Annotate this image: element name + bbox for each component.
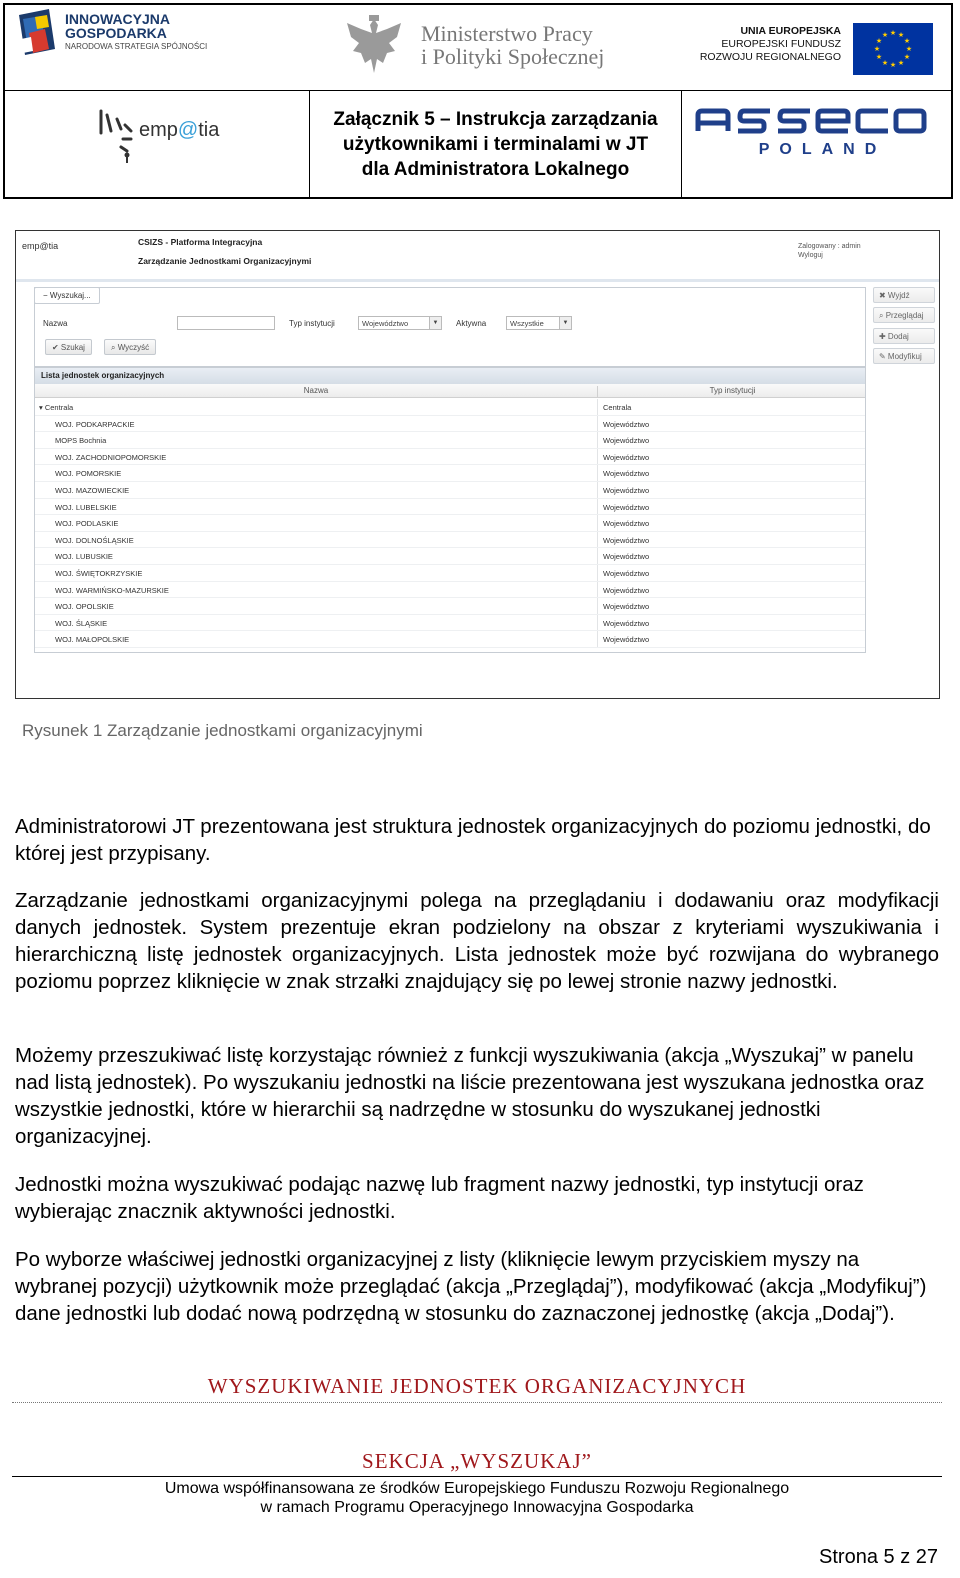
row-type: Województwo: [603, 419, 650, 429]
table-row[interactable]: [35, 582, 865, 599]
paragraph-3: Możemy przeszukiwać listę korzystając również z funkcji wyszukiwania (akcja „Wyszukaj” w panelu nad listą jednostek). Po wyszukaniu jednostki na liście prezentowana jest wyszukana jednostka oraz wszystkie jednostki, które w hierarchii są nadrzędne w stosunku do wyszukanej jednostki organizacyjnej.: [15, 1044, 925, 1148]
row-name: MOPS Bochnia: [55, 436, 107, 446]
row-name: WOJ. LUBUSKIE: [55, 552, 113, 562]
section-heading-search-section: SEKCJA „WYSZUKAJ”: [362, 1449, 592, 1473]
empatia-logo: [95, 107, 235, 167]
name-label: Nazwa: [43, 319, 68, 328]
row-name: WOJ. OPOLSKIE: [55, 602, 114, 612]
row-type: Województwo: [603, 502, 650, 512]
table-row[interactable]: [35, 482, 865, 499]
eu-line3: ROZWOJU REGIONALNEGO: [699, 51, 841, 63]
row-type: Województwo: [603, 535, 650, 545]
row-type: Województwo: [603, 602, 650, 612]
empatia-wordmark: [139, 119, 219, 142]
search-panel: [34, 287, 866, 367]
search-toggle-button[interactable]: − Wyszukaj...: [34, 287, 100, 304]
table-row[interactable]: [35, 499, 865, 516]
section-heading-search-units: WYSZUKIWANIE JEDNOSTEK ORGANIZACYJNYCH: [207, 1374, 747, 1398]
ministry-logo: [343, 13, 643, 79]
row-type: Województwo: [603, 585, 650, 595]
active-select-value: Wszystkie: [510, 319, 544, 328]
paragraph-4: Jednostki można wyszukiwać podając nazwę lub fragment nazwy jednostki, typ instytucji oraz wybierając znacznik aktywności jednostki.: [15, 1173, 864, 1223]
svg-text:★: ★: [897, 59, 905, 67]
svg-text:★: ★: [903, 37, 911, 45]
title-line3: dla Administratora Lokalnego: [361, 159, 630, 180]
svg-text:★: ★: [889, 61, 897, 69]
clear-button[interactable]: ⌕ Wyczyść: [104, 339, 156, 355]
footer-line-1: Umowa współfinansowana ze środków Europejskiego Funduszu Rozwoju Regionalnego: [164, 1480, 790, 1497]
table-row[interactable]: [35, 565, 865, 582]
page-number: Strona 5 z 27: [819, 1546, 938, 1568]
ig-line3: NARODOWA STRATEGIA SPÓJNOŚCI: [65, 42, 208, 51]
empatia-at: @: [177, 119, 199, 141]
ig-flag-icon: [19, 9, 55, 55]
paragraph-1: Administratorowi JT prezentowana jest struktura jednostek organizacyjnych do poziomu jednostki, do której jest przypisany.: [15, 815, 931, 865]
search-button[interactable]: ✔ Szukaj: [45, 339, 92, 355]
row-name: WOJ. LUBELSKIE: [55, 502, 117, 512]
asseco-cell: [682, 91, 951, 197]
table-row[interactable]: [35, 416, 865, 433]
svg-text:★: ★: [903, 53, 911, 61]
eu-logo: [699, 23, 933, 77]
table-row[interactable]: [35, 515, 865, 532]
row-name: WOJ. POMORSKIE: [55, 469, 122, 479]
innowacyjna-gospodarka-logo: [19, 9, 219, 59]
asseco-logo-icon: [694, 107, 928, 135]
row-type: Województwo: [603, 452, 650, 462]
active-select[interactable]: [506, 316, 572, 330]
app-subtitle: Zarządzanie Jednostkami Organizacyjnymi: [138, 256, 312, 266]
row-name: WOJ. ŚLĄSKIE: [55, 618, 108, 628]
eu-flag-icon: [853, 23, 933, 75]
add-button[interactable]: ✚ Dodaj: [873, 328, 935, 344]
ministry-line2: i Polityki Społecznej: [421, 44, 605, 69]
eagle-emblem-icon: [343, 13, 405, 79]
svg-text:★: ★: [875, 53, 883, 61]
logged-user: Zalogowany : admin: [798, 243, 861, 250]
row-name[interactable]: ▾ Centrala: [39, 403, 74, 412]
heading-dotted-rule: [12, 1402, 942, 1403]
row-type: Województwo: [603, 469, 650, 479]
row-name: WOJ. MAŁOPOLSKIE: [55, 635, 130, 645]
view-button[interactable]: ⌕ Przeglądaj: [873, 307, 935, 323]
svg-text:★: ★: [897, 31, 905, 39]
row-name: WOJ. PODKARPACKIE: [55, 419, 135, 429]
asseco-country: POLAND: [758, 141, 887, 158]
exit-button[interactable]: ✖ Wyjdź: [873, 287, 935, 303]
column-header-type[interactable]: Typ instytucji: [597, 386, 867, 398]
empatia-rays-icon: [95, 107, 135, 165]
svg-text:★: ★: [889, 29, 897, 37]
empatia-cell: [5, 91, 310, 197]
table-row[interactable]: [35, 432, 865, 449]
type-select[interactable]: [358, 316, 442, 330]
app-logo: emp@tia: [22, 241, 59, 251]
row-name: WOJ. DOLNOŚLĄSKIE: [55, 535, 134, 545]
table-row[interactable]: [35, 532, 865, 549]
empatia-pre: emp: [139, 119, 178, 141]
column-header-name[interactable]: Nazwa: [303, 386, 329, 395]
table-row[interactable]: [35, 548, 865, 565]
units-grid: [34, 367, 866, 653]
header-title-row: [5, 91, 951, 197]
row-name: WOJ. ZACHODNIOPOMORSKIE: [55, 452, 167, 462]
grid-rows: [35, 399, 865, 648]
table-row[interactable]: [35, 598, 865, 615]
row-type: Województwo: [603, 436, 650, 446]
chevron-down-icon: ▼: [429, 317, 441, 329]
ministry-line1: Ministerstwo Pracy: [421, 21, 593, 46]
row-type: Województwo: [603, 618, 650, 628]
empatia-post: tia: [198, 119, 220, 141]
document-title: [310, 107, 681, 182]
eu-line2: EUROPEJSKI FUNDUSZ: [721, 38, 841, 50]
chevron-down-icon: ▼: [559, 317, 571, 329]
row-type: Województwo: [603, 485, 650, 495]
row-type: Województwo: [603, 568, 650, 578]
svg-text:★: ★: [905, 45, 913, 53]
row-type: Województwo: [603, 519, 650, 529]
table-row[interactable]: [35, 449, 865, 466]
row-name: WOJ. ŚWIĘTOKRZYSKIE: [55, 568, 143, 578]
ig-line1: INNOWACYJNA: [65, 11, 171, 27]
ig-line2: GOSPODARKA: [65, 25, 167, 41]
document-title-cell: [310, 91, 682, 197]
document-header: [3, 3, 953, 199]
app-header: [16, 231, 939, 279]
grid-header: [35, 384, 865, 398]
paragraph-2: Zarządzanie jednostkami organizacyjnymi polega na przeglądaniu i dodawaniu oraz modyfikacji danych jednostek. System prezentuje ekran podzielony na obszar z kryteriami wyszukiwania i hierarchiczną listę jednostek organizacyjnych. Lista jednostek może być rozwijana do wybranego poziomu poprzez kliknięcie w znak strzałki znajdujący się po lewej stronie nazwy jednostki.: [15, 889, 939, 993]
type-label: Typ instytucji: [289, 319, 335, 328]
row-type: Centrala: [603, 403, 632, 412]
row-type: Województwo: [603, 635, 650, 645]
svg-text:★: ★: [881, 31, 889, 39]
svg-text:★: ★: [875, 37, 883, 45]
row-name: WOJ. MAZOWIECKIE: [55, 485, 130, 495]
app-title: CSIZS - Platforma Integracyjna: [138, 237, 263, 247]
svg-text:★: ★: [881, 59, 889, 67]
logout-link[interactable]: Wyloguj: [798, 252, 823, 259]
grid-title: Lista jednostek organizacyjnych: [35, 368, 865, 384]
footer-rule: [12, 1476, 942, 1477]
title-line1: Załącznik 5 – Instrukcja zarządzania: [333, 109, 658, 130]
row-name: WOJ. WARMIŃSKO-MAZURSKIE: [55, 585, 169, 595]
active-label: Aktywna: [456, 319, 487, 328]
row-name: WOJ. PODLASKIE: [55, 519, 119, 529]
row-type: Województwo: [603, 552, 650, 562]
table-row[interactable]: [35, 615, 865, 632]
footer-line-2: w ramach Programu Operacyjnego Innowacyjna Gospodarka: [260, 1499, 694, 1516]
table-row[interactable]: [35, 631, 865, 648]
svg-text:★: ★: [873, 45, 881, 53]
type-select-value: Województwo: [362, 319, 409, 328]
title-line2: użytkownikami i terminalami w JT: [342, 134, 649, 155]
figure-screenshot: [15, 230, 940, 699]
edit-button[interactable]: ✎ Modyfikuj: [873, 348, 935, 364]
paragraph-5: Po wyborze właściwej jednostki organizacyjnej z listy (kliknięcie lewym przyciskiem myszy na wybranej pozycji) użytkownik może przeglądać (akcja „Przeglądaj”), modyfikować (akcja „Modyfikuj”) dane jednostki lub dodać nową podrzędną w stosunku do zaznaczonej jednostkę (akcja „Dodaj”).: [15, 1248, 927, 1325]
name-input[interactable]: [177, 316, 275, 330]
app-header-separator: [16, 279, 939, 282]
table-row[interactable]: [35, 399, 865, 416]
header-logos-row: [5, 5, 951, 91]
eu-line1: UNIA EUROPEJSKA: [740, 25, 841, 37]
table-row[interactable]: [35, 465, 865, 482]
figure-caption: Rysunek 1 Zarządzanie jednostkami organizacyjnymi: [22, 721, 423, 740]
